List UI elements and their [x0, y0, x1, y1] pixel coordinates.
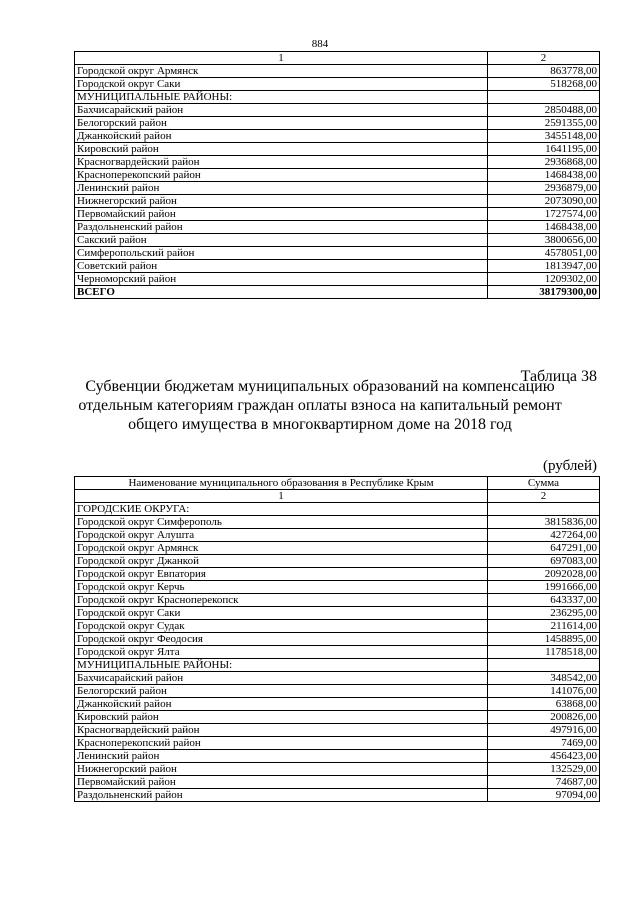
table-row — [75, 273, 600, 286]
row-value — [488, 91, 600, 104]
row-value: 1727574,00 — [488, 208, 600, 221]
table-1-index-row — [75, 52, 600, 65]
row-name: Городской округ Ялта — [75, 646, 488, 659]
row-name: Городской округ Феодосия — [75, 633, 488, 646]
table-2-index-row — [75, 490, 600, 503]
column-header-name: Наименование муниципального образования в Республике Крым — [75, 477, 488, 490]
table-row — [75, 143, 600, 156]
table-row — [75, 607, 600, 620]
row-name: Первомайский район — [75, 776, 488, 789]
table-row — [75, 104, 600, 117]
table-row — [75, 711, 600, 724]
table-row — [75, 633, 600, 646]
table-row — [75, 542, 600, 555]
table-row — [75, 581, 600, 594]
row-name: Ленинский район — [75, 750, 488, 763]
row-name: Городской округ Алушта — [75, 529, 488, 542]
total-row — [75, 286, 600, 299]
table-row — [75, 620, 600, 633]
row-name: МУНИЦИПАЛЬНЫЕ РАЙОНЫ: — [75, 659, 488, 672]
table-1 — [74, 51, 600, 299]
column-index-1: 1 — [75, 490, 488, 503]
row-value: 697083,00 — [488, 555, 600, 568]
row-name: ГОРОДСКИЕ ОКРУГА: — [75, 503, 488, 516]
column-index-2: 2 — [488, 52, 600, 65]
table-row — [75, 516, 600, 529]
table-row — [75, 208, 600, 221]
row-name: Городской округ Керчь — [75, 581, 488, 594]
row-value: 497916,00 — [488, 724, 600, 737]
row-name: Городской округ Евпатория — [75, 568, 488, 581]
row-value: 2591355,00 — [488, 117, 600, 130]
row-name: Красноперекопский район — [75, 737, 488, 750]
row-name: Городской округ Судак — [75, 620, 488, 633]
row-name: Белогорский район — [75, 117, 488, 130]
row-name: Городской округ Красноперекопск — [75, 594, 488, 607]
page-number: 884 — [311, 38, 329, 50]
total-label: ВСЕГО — [75, 286, 488, 299]
table-row — [75, 750, 600, 763]
row-value: 2092028,00 — [488, 568, 600, 581]
row-value: 863778,00 — [488, 65, 600, 78]
row-value: 141076,00 — [488, 685, 600, 698]
row-value: 3800656,00 — [488, 234, 600, 247]
row-value: 4578051,00 — [488, 247, 600, 260]
table-row — [75, 555, 600, 568]
table-2-header-row — [75, 477, 600, 490]
row-value: 1991666,00 — [488, 581, 600, 594]
row-value: 643337,00 — [488, 594, 600, 607]
row-value: 427264,00 — [488, 529, 600, 542]
table-row — [75, 503, 600, 516]
row-name: Городской округ Симферополь — [75, 516, 488, 529]
table-row — [75, 529, 600, 542]
row-name: Городской округ Саки — [75, 607, 488, 620]
table-row — [75, 91, 600, 104]
row-name: Сакский район — [75, 234, 488, 247]
table-2-unit: (рублей) — [542, 458, 597, 474]
row-name: Нижнегорский район — [75, 195, 488, 208]
row-name: Городской округ Армянск — [75, 542, 488, 555]
table-row — [75, 234, 600, 247]
table-row — [75, 685, 600, 698]
row-value: 518268,00 — [488, 78, 600, 91]
row-name: Городской округ Джанкой — [75, 555, 488, 568]
row-value: 236295,00 — [488, 607, 600, 620]
row-value: 2936868,00 — [488, 156, 600, 169]
table-2-label: Таблица 38 — [520, 368, 597, 385]
row-value: 1641195,00 — [488, 143, 600, 156]
table-2 — [74, 476, 600, 802]
row-value: 7469,00 — [488, 737, 600, 750]
row-value: 211614,00 — [488, 620, 600, 633]
row-value: 1468438,00 — [488, 221, 600, 234]
row-value — [488, 503, 600, 516]
row-name: Джанкойский район — [75, 130, 488, 143]
row-value: 3815836,00 — [488, 516, 600, 529]
row-name: Кировский район — [75, 143, 488, 156]
table-row — [75, 195, 600, 208]
row-value — [488, 659, 600, 672]
row-value: 2936879,00 — [488, 182, 600, 195]
table-row — [75, 260, 600, 273]
row-value: 97094,00 — [488, 789, 600, 802]
table-row — [75, 672, 600, 685]
row-value: 1458895,00 — [488, 633, 600, 646]
column-index-2: 2 — [488, 490, 600, 503]
row-value: 1178518,00 — [488, 646, 600, 659]
table-row — [75, 724, 600, 737]
table-row — [75, 182, 600, 195]
row-value: 2850488,00 — [488, 104, 600, 117]
row-name: МУНИЦИПАЛЬНЫЕ РАЙОНЫ: — [75, 91, 488, 104]
row-name: Красноперекопский район — [75, 169, 488, 182]
row-value: 74687,00 — [488, 776, 600, 789]
row-value: 3455148,00 — [488, 130, 600, 143]
table-row — [75, 763, 600, 776]
row-name: Красногвардейский район — [75, 156, 488, 169]
column-header-sum: Сумма — [488, 477, 600, 490]
table-row — [75, 78, 600, 91]
row-name: Советский район — [75, 260, 488, 273]
row-value: 1813947,00 — [488, 260, 600, 273]
row-name: Черноморский район — [75, 273, 488, 286]
row-value: 456423,00 — [488, 750, 600, 763]
row-name: Бахчисарайский район — [75, 672, 488, 685]
table-row — [75, 130, 600, 143]
table-row — [75, 65, 600, 78]
table-row — [75, 117, 600, 130]
table-row — [75, 776, 600, 789]
total-value: 38179300,00 — [488, 286, 600, 299]
table-row — [75, 698, 600, 711]
row-value: 647291,00 — [488, 542, 600, 555]
row-name: Городской округ Армянск — [75, 65, 488, 78]
row-name: Кировский район — [75, 711, 488, 724]
row-name: Ленинский район — [75, 182, 488, 195]
row-name: Джанкойский район — [75, 698, 488, 711]
table-row — [75, 789, 600, 802]
row-name: Раздольненский район — [75, 221, 488, 234]
table-2-title: Субвенции бюджетам муниципальных образований на компенсацию отдельным категориям граждан оплаты взноса на капитальный ремонт общего имущества в многоквартирном доме на 2018 год — [78, 378, 562, 433]
row-value: 200826,00 — [488, 711, 600, 724]
row-value: 132529,00 — [488, 763, 600, 776]
table-row — [75, 221, 600, 234]
row-name: Раздольненский район — [75, 789, 488, 802]
row-value: 348542,00 — [488, 672, 600, 685]
row-value: 2073090,00 — [488, 195, 600, 208]
column-index-1: 1 — [75, 52, 488, 65]
row-name: Городской округ Саки — [75, 78, 488, 91]
row-name: Первомайский район — [75, 208, 488, 221]
table-row — [75, 247, 600, 260]
row-name: Симферопольский район — [75, 247, 488, 260]
row-value: 1468438,00 — [488, 169, 600, 182]
row-name: Белогорский район — [75, 685, 488, 698]
row-value: 63868,00 — [488, 698, 600, 711]
row-value: 1209302,00 — [488, 273, 600, 286]
table-row — [75, 594, 600, 607]
row-name: Нижнегорский район — [75, 763, 488, 776]
table-row — [75, 169, 600, 182]
table-row — [75, 659, 600, 672]
table-row — [75, 646, 600, 659]
table-row — [75, 156, 600, 169]
row-name: Бахчисарайский район — [75, 104, 488, 117]
table-row — [75, 737, 600, 750]
row-name: Красногвардейский район — [75, 724, 488, 737]
table-row — [75, 568, 600, 581]
